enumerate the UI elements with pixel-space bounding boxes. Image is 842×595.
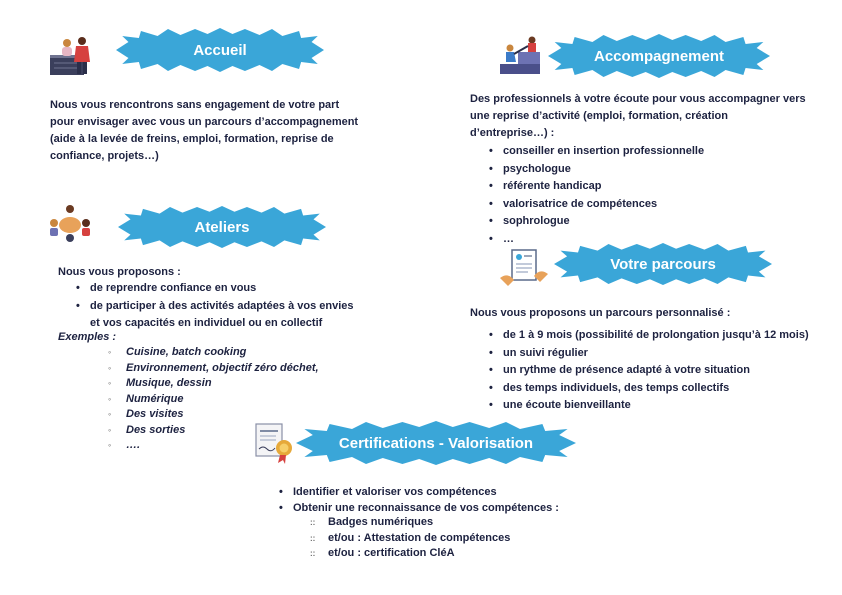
list-item: • sophrologue bbox=[489, 213, 789, 231]
list-item: • … bbox=[489, 231, 789, 249]
accompagnement-title-banner bbox=[548, 34, 770, 78]
list-item: ◦ Numérique bbox=[108, 392, 348, 408]
ateliers-title-banner bbox=[118, 206, 326, 248]
list-item: ◦ Cuisine, batch cooking bbox=[108, 345, 348, 361]
accompagnement-title: Accompagnement bbox=[593, 47, 725, 65]
accueil-title-banner bbox=[116, 28, 324, 72]
certifications-title: Certifications - Valorisation bbox=[338, 434, 534, 452]
list-item: ◦ Des sorties bbox=[108, 423, 348, 439]
certifications-list bbox=[279, 484, 659, 516]
list-item: • Identifier et valoriser vos compétences bbox=[279, 484, 659, 500]
ateliers-title: Ateliers bbox=[194, 218, 250, 236]
ateliers-examples-label: Exemples : bbox=[58, 331, 117, 343]
list-item: ◦ Environnement, objectif zéro déchet, bbox=[108, 361, 348, 377]
list-item: • une écoute bienveillante bbox=[489, 397, 834, 415]
certificate-award-icon bbox=[254, 422, 296, 464]
list-item: • de participer à des activités adaptées à vos envies et vos capacités en individuel ou en collectif bbox=[76, 298, 376, 333]
parcours-title: Votre parcours bbox=[610, 255, 716, 273]
accompagnement-list bbox=[489, 143, 789, 248]
list-item: :: et/ou : Attestation de compétences bbox=[310, 531, 610, 547]
parcours-title-banner bbox=[554, 243, 772, 285]
certifications-sub-list bbox=[310, 515, 610, 562]
accueil-text: Nous vous rencontrons sans engagement de votre part pour envisager avec vous un parcours d’accompagnement (aide à la levée de freins, emploi, formation, reprise de confiance, projets…) bbox=[50, 99, 359, 162]
helping-climb-icon bbox=[496, 34, 546, 78]
list-item: • valorisatrice de compétences bbox=[489, 196, 789, 214]
reception-desk-icon bbox=[46, 33, 98, 77]
ateliers-intro: Nous vous proposons : bbox=[58, 266, 181, 278]
list-item: ◦ …. bbox=[108, 438, 348, 454]
list-item: :: Badges numériques bbox=[310, 515, 610, 531]
parcours-intro: Nous vous proposons un parcours personnalisé : bbox=[470, 307, 731, 319]
certifications-title-banner bbox=[296, 421, 576, 465]
list-item: ◦ Musique, dessin bbox=[108, 376, 348, 392]
group-meeting-icon bbox=[46, 203, 94, 243]
accueil-title: Accueil bbox=[193, 41, 247, 59]
accompagnement-intro: Des professionnels à votre écoute pour vous accompagner vers une reprise d’activité (emploi, formation, création d’entreprise…) : bbox=[470, 93, 806, 139]
list-item: • conseiller en insertion professionnelle bbox=[489, 143, 789, 161]
cv-document-icon bbox=[498, 248, 550, 288]
list-item: • un rythme de présence adapté à votre situation bbox=[489, 362, 834, 380]
list-item: • un suivi régulier bbox=[489, 345, 834, 363]
list-item: • Obtenir une reconnaissance de vos compétences : bbox=[279, 500, 659, 516]
list-item: • référente handicap bbox=[489, 178, 789, 196]
list-item: • psychologue bbox=[489, 161, 789, 179]
list-item: • de 1 à 9 mois (possibilité de prolongation jusqu’à 12 mois) bbox=[489, 327, 834, 345]
list-item: ◦ Des visites bbox=[108, 407, 348, 423]
list-item: • des temps individuels, des temps collectifs bbox=[489, 380, 834, 398]
list-item: :: et/ou : certification CléA bbox=[310, 546, 610, 562]
ateliers-list bbox=[76, 280, 376, 333]
list-item: • de reprendre confiance en vous bbox=[76, 280, 376, 298]
parcours-list bbox=[489, 327, 834, 415]
